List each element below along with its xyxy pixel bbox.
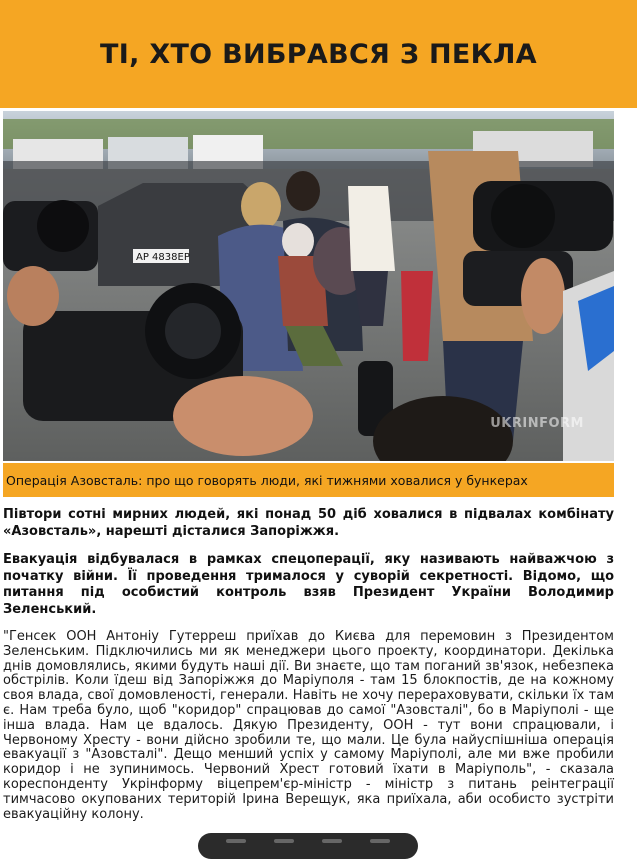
toolbar-control[interactable] <box>322 839 342 843</box>
photo-illustration <box>3 111 614 461</box>
license-plate: AP 4838EP <box>136 252 190 263</box>
toolbar-control[interactable] <box>370 839 390 843</box>
photo-watermark: UKRINFORM <box>490 416 584 431</box>
photo-caption-text: Операція Азовсталь: про що говорять люди, які тижнями ховалися у бункерах <box>6 472 528 488</box>
toolbar-control[interactable] <box>274 839 294 843</box>
page-header <box>0 0 637 108</box>
page-title: ТІ, ХТО ВИБРАВСЯ З ПЕКЛА <box>100 38 537 70</box>
body-paragraph: "Генсек ООН Антоніу Гутерреш приїхав до Києва для перемовин з Президентом Зеленським. Підключились ми як менеджери цього проекту, координатори. Декілька днів домовлялись, якими будуть наші дії. Ви знаєте, що там поганий зв'язок, небезпека обстрілів. Коли їдеш від Запоріжжя до Маріуполя - там 15 блокпостів, де на кожному своя влада, свої домовленості, генерали. Навіть не хочу перераховувати, скільки їх там є. Нам треба було, щоб "коридор" спрацював до самої "Азовсталі", бо в Маріуполі - ще інша влада. Нам це вдалось. Дякую Президенту, ООН - тут вони спрацювали, і Червоному Хресту - вони дійсно зробили те, що мали. Це була найуспішніша операція евакуації з "Азовсталі". Дещо менший успіх у самому Маріуполі, але ми вже пробили коридор і не зупинимось. Червоний Хрест готовий їхати в Маріуполь", - сказала кореспонденту Укрінформу віцепрем'єр-міністр - міністр з питань реінтеграції тимчасово окупованих територій Ірина Верещук, яка приїхала, аби особисто зустріти евакуаційну колону. <box>3 629 614 822</box>
bottom-toolbar[interactable] <box>198 833 418 859</box>
lead-paragraph-1: Півтори сотні мирних людей, які понад 50 діб ховалися в підвалах комбінату «Азовсталь», нарешті дісталися Запоріжжя. <box>3 507 614 539</box>
toolbar-control[interactable] <box>226 839 246 843</box>
article-body <box>3 507 614 822</box>
photo-caption-link[interactable] <box>3 463 614 497</box>
lead-paragraph-2: Евакуація відбувалася в рамках спецоперації, яку називають найважчою з початку війни. Її проведення трималося у суворій секретності. Відомо, що питання під особистий контроль взяв Президент України Володимир Зеленський. <box>3 552 614 617</box>
news-photo <box>3 111 614 461</box>
